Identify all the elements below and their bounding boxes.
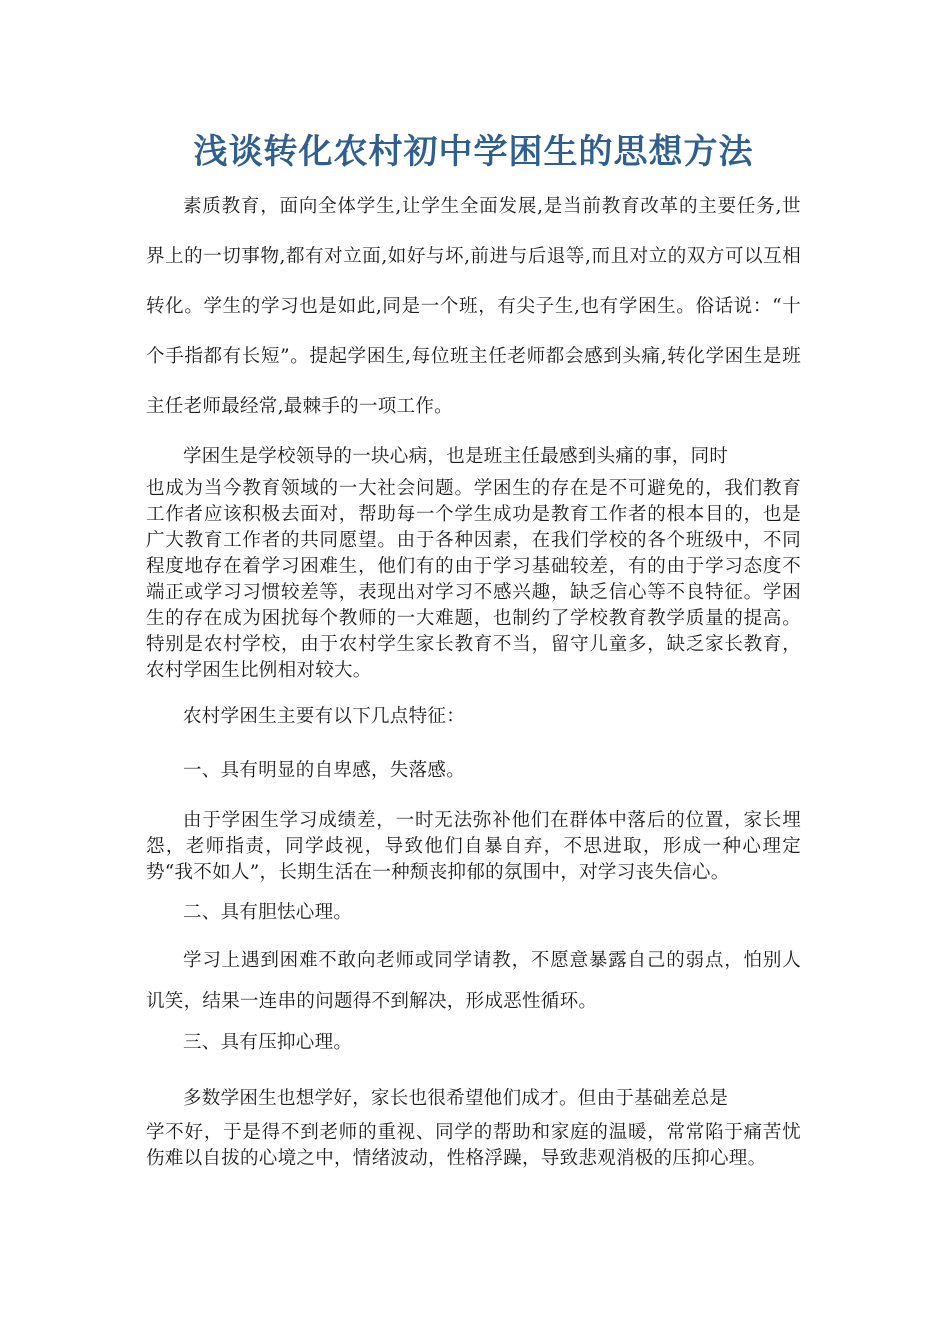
heading-feature-one: 一、具有明显的自卑感，失落感。 <box>183 760 466 781</box>
paragraph-second-first-line: 学困生是学校领导的一块心病，也是班主任最感到头痛的事，同时 <box>183 446 729 467</box>
paragraph-intro: 素质教育，面向全体学生,让学生全面发展,是当前教育改革的主要任务,世界上的一切事物,都有对立面,如好与坏,前进与后退等,而且对立的双方可以互相转化。学生的学习也是如此,同是一个班，有尖子生,也有学困生。俗话说：“十个手指都有长短”。提起学困生,每位班主任老师都会感到头痛,转化学困生是班主任老师最经常,最棘手的一项工作。 <box>146 196 801 417</box>
paragraph-second-body: 也成为当今教育领域的一大社会问题。学困生的存在是不可避免的，我们教育工作者应该积极去面对，帮助每一个学生成功是教育工作者的根本目的，也是广大教育工作者的共同愿望。由于各种因素，在我们学校的各个班级中，不同程度地存在着学习困难生，他们有的由于学习基础较差，有的由于学习态度不端正或学习习惯较差等，表现出对学习不感兴趣，缺乏信心等不良特征。学困生的存在成为困扰每个教师的一大难题，也制约了学校教育教学质量的提高。特别是农村学校，由于农村学生家长教育不当，留守儿童多，缺乏家长教育，农村学困生比例相对较大。 <box>146 478 801 681</box>
document-title: 浅谈转化农村初中学困生的思想方法 <box>193 132 754 172</box>
paragraph-feature-three-body: 学不好，于是得不到老师的重视、同学的帮助和家庭的温暖，常常陷于痛苦忧伤难以自拔的心境之中，情绪波动，性格浮躁，导致悲观消极的压抑心理。 <box>146 1122 801 1169</box>
heading-feature-three: 三、具有压抑心理。 <box>183 1032 353 1053</box>
heading-feature-two: 二、具有胆怯心理。 <box>183 902 353 923</box>
document-page <box>146 128 801 1172</box>
paragraph-feature-one-body: 由于学困生学习成绩差，一时无法弥补他们在群体中落后的位置，家长埋怨，老师指责，同学歧视，导致他们自暴自弃，不思进取，形成一种心理定势“我不如人”，长期生活在一种颓丧抑郁的氛围中，对学习丧失信心。 <box>146 810 801 883</box>
paragraph-feature-two-body: 学习上遇到困难不敢向老师或同学请教，不愿意暴露自己的弱点，怕别人讥笑，结果一连串的问题得不到解决，形成恶性循环。 <box>146 950 801 1012</box>
paragraph-features-intro: 农村学困生主要有以下几点特征： <box>183 706 466 727</box>
paragraph-feature-three-first-line: 多数学困生也想学好，家长也很希望他们成才。但由于基础差总是 <box>183 1088 729 1109</box>
